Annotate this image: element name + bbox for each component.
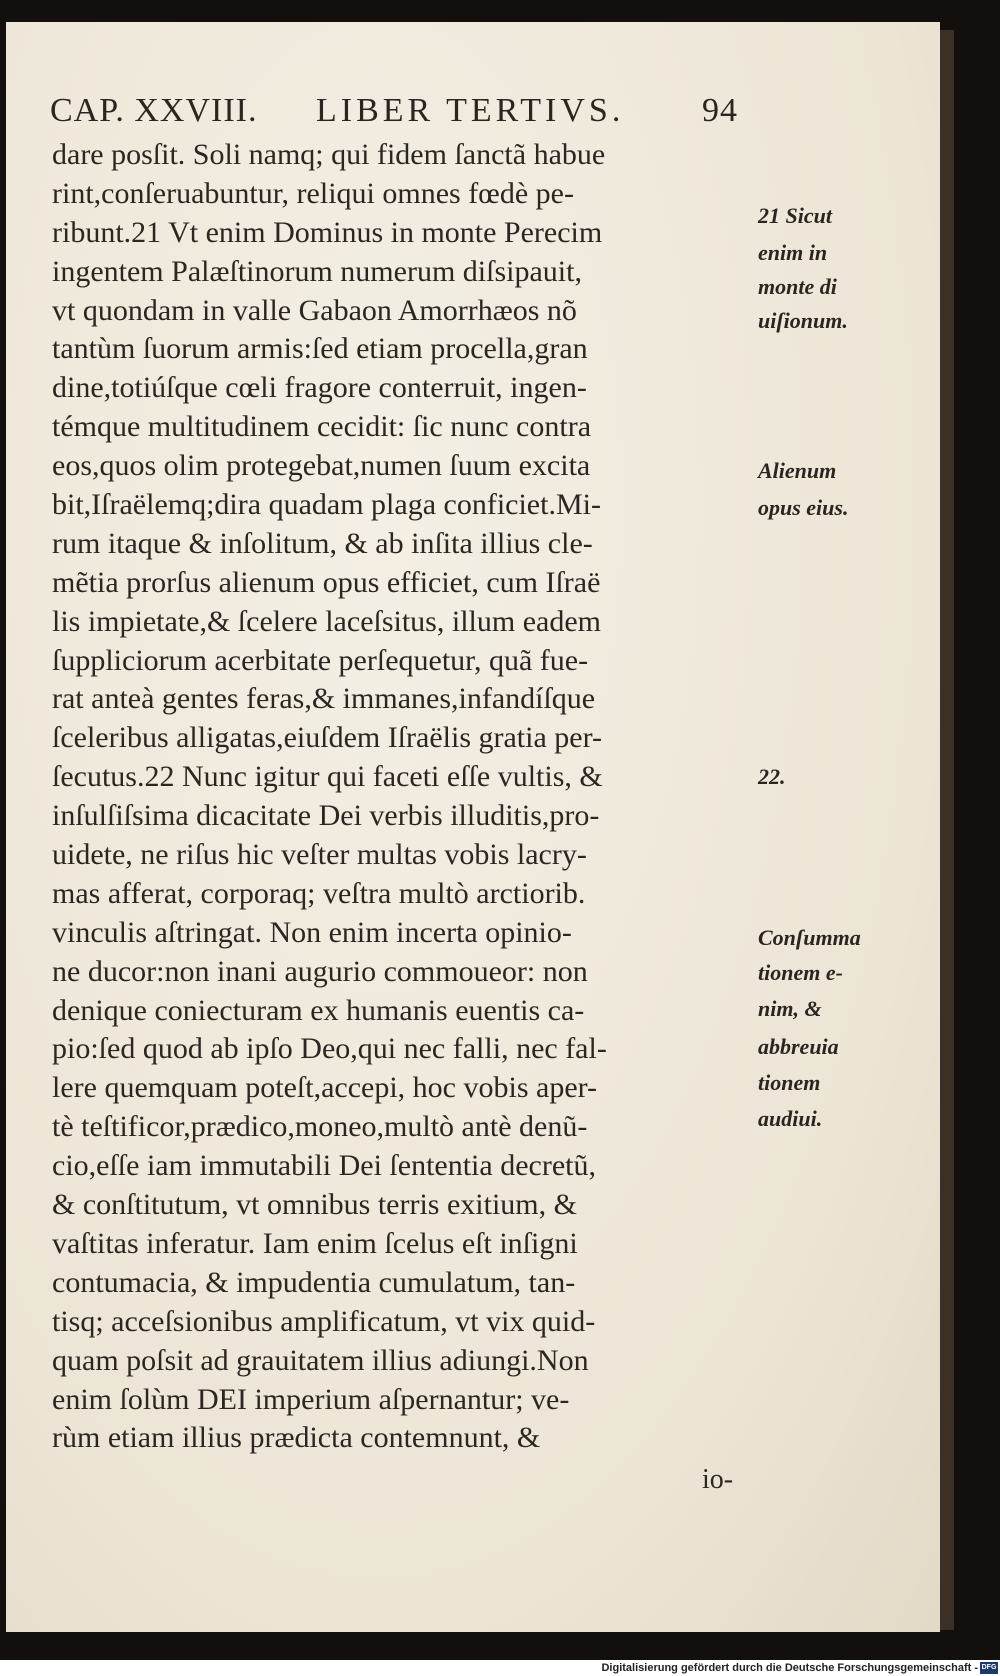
margin-note: uiſionum. — [758, 308, 848, 333]
margin-note: opus eius. — [758, 495, 849, 520]
text-line: eos,quos olim protegebat,numen ſuum excita — [52, 449, 591, 483]
margin-note: Conſumma — [758, 925, 861, 950]
book-title: LIBER TERTIVS. — [316, 92, 625, 129]
folio-number: 94 — [702, 92, 738, 129]
text-line: rum itaque & inſolitum, & ab inſita illius cle- — [52, 526, 593, 560]
page-edge — [938, 30, 954, 1630]
margin-note: 22. — [758, 764, 786, 789]
margin-note: audiui. — [758, 1106, 823, 1131]
text-line: quam poſsit ad grauitatem illius adiungi.Non — [52, 1343, 589, 1377]
text-line: ingentem Palæſtinorum numerum diſsipauit, — [52, 254, 582, 288]
margin-note: nim, & — [758, 996, 822, 1021]
text-line: & conſtitutum, vt omnibus terris exitium, & — [52, 1188, 577, 1222]
body-text — [52, 136, 757, 1458]
text-line: tantùm ſuorum armis:ſed etiam procella,gran — [52, 332, 588, 366]
text-line: ne ducor:non inani augurio commoueor: non — [52, 954, 588, 988]
margin-note: tionem e- — [758, 960, 843, 985]
text-line: ſceleribus alligatas,eiuſdem Iſraëlis gratia per- — [52, 721, 602, 755]
text-line: rùm etiam illius prædicta contemnunt, & — [52, 1421, 541, 1455]
catchword: io- — [702, 1464, 734, 1495]
margin-notes — [758, 0, 888, 1600]
dfg-logo-icon: DFG — [980, 1662, 998, 1674]
text-line: lere quemquam poteſt,accepi, hoc vobis aper- — [52, 1071, 598, 1105]
text-line: inſulſiſsima dicacitate Dei verbis illuditis,pro- — [52, 799, 600, 833]
text-line: denique coniecturam ex humanis euentis ca- — [52, 993, 585, 1027]
funding-credit: Digitalisierung gefördert durch die Deutsche Forschungsgemeinschaft - — [601, 1662, 978, 1674]
text-line: rat anteà gentes feras,& immanes,infandíſque — [52, 682, 596, 716]
text-line: ſecutus.22 Nunc igitur qui faceti eſſe vultis, & — [52, 760, 603, 794]
text-line: dine,totiúſque cœli fragore conterruit, ingen- — [52, 371, 587, 405]
text-line: mas afferat, corporaq; veſtra multò arctiorib. — [52, 876, 586, 910]
text-line: vaſtitas inferatur. Iam enim ſcelus eſt inſigni — [52, 1226, 578, 1260]
margin-note: abbreuia — [758, 1034, 839, 1059]
margin-note: tionem — [758, 1070, 821, 1095]
text-line: rint,conſeruabuntur, reliqui omnes fœdè pe- — [52, 176, 574, 210]
footer-bar — [0, 1660, 1000, 1676]
margin-note: monte di — [758, 274, 837, 299]
text-line: cio,eſſe iam immutabili Dei ſententia decretũ, — [52, 1149, 596, 1183]
text-line: contumacia, & impudentia cumulatum, tan- — [52, 1265, 576, 1299]
text-line: ribunt.21 Vt enim Dominus in monte Perecim — [52, 215, 603, 249]
text-line: mẽtia prorſus alienum opus efficiet, cum Iſraë — [52, 565, 601, 599]
text-line: dare posſit. Soli namq; qui fidem ſanctã habue — [52, 138, 606, 171]
running-header — [50, 92, 750, 142]
text-line: tisq; acceſsionibus amplificatum, vt vix quid- — [52, 1304, 596, 1338]
text-line: enim ſolùm DEI imperium aſpernantur; ve- — [52, 1382, 570, 1416]
text-line: uidete, ne riſus hic veſter multas vobis lacry- — [52, 838, 587, 872]
text-line: bit,Iſraëlemq;dira quadam plaga conficiet.Mi- — [52, 488, 601, 522]
text-line: témque multitudinem cecidit: ſic nunc contra — [52, 410, 592, 444]
text-line: lis impietate,& ſcelere laceſsitus, illum eadem — [52, 604, 601, 638]
text-line: vt quondam in valle Gabaon Amorrhæos nõ — [52, 293, 577, 327]
margin-note: 21 Sicut — [758, 203, 832, 228]
chapter-heading: CAP. XXVIII. — [50, 92, 258, 129]
text-line: tè teſtificor,prædico,moneo,multò antè denũ- — [52, 1110, 588, 1144]
margin-note: Alienum — [758, 458, 837, 483]
text-line: vinculis aſtringat. Non enim incerta opinio- — [52, 915, 572, 949]
text-line: pio:ſed quod ab ipſo Deo,qui nec falli, nec fal- — [52, 1032, 607, 1066]
margin-note: enim in — [758, 240, 828, 265]
text-line: ſuppliciorum acerbitate perſequetur, quã fue- — [52, 643, 589, 677]
